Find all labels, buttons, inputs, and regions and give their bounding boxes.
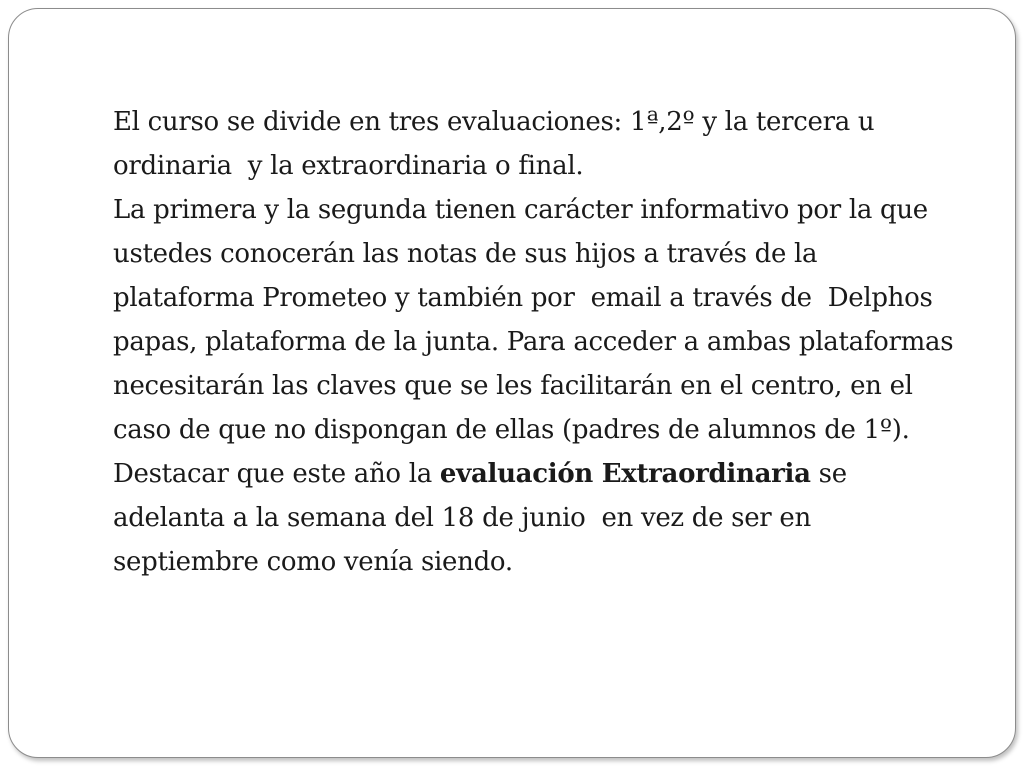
paragraph-extraordinary bbox=[113, 452, 973, 584]
text-line: papas, plataforma de la junta. Para acceder a ambas plataformas bbox=[113, 327, 954, 357]
paragraph-platforms bbox=[113, 188, 973, 452]
text-line: adelanta a la semana del 18 de junio en vez de ser en bbox=[113, 503, 811, 533]
text-line: caso de que no dispongan de ellas (padres de alumnos de 1º). bbox=[113, 415, 910, 445]
text-fragment: Destacar que este año la bbox=[113, 459, 440, 489]
text-line: ordinaria y la extraordinaria o final. bbox=[113, 151, 584, 181]
text-line: septiembre como venía siendo. bbox=[113, 547, 513, 577]
text-line: El curso se divide en tres evaluaciones: 1ª,2º y la tercera u bbox=[113, 107, 875, 137]
paragraph-evaluations bbox=[113, 100, 973, 188]
text-line bbox=[113, 452, 973, 496]
text-line: ustedes conocerán las notas de sus hijos a través de la bbox=[113, 239, 818, 269]
bold-highlight: evaluación Extraordinaria bbox=[439, 459, 811, 489]
text-line: plataforma Prometeo y también por email a través de Delphos bbox=[113, 283, 933, 313]
text-fragment: se bbox=[810, 459, 847, 489]
text-line: necesitarán las claves que se les facilitarán en el centro, en el bbox=[113, 371, 913, 401]
slide-body bbox=[113, 100, 973, 584]
text-line: La primera y la segunda tienen carácter informativo por la que bbox=[113, 195, 928, 225]
